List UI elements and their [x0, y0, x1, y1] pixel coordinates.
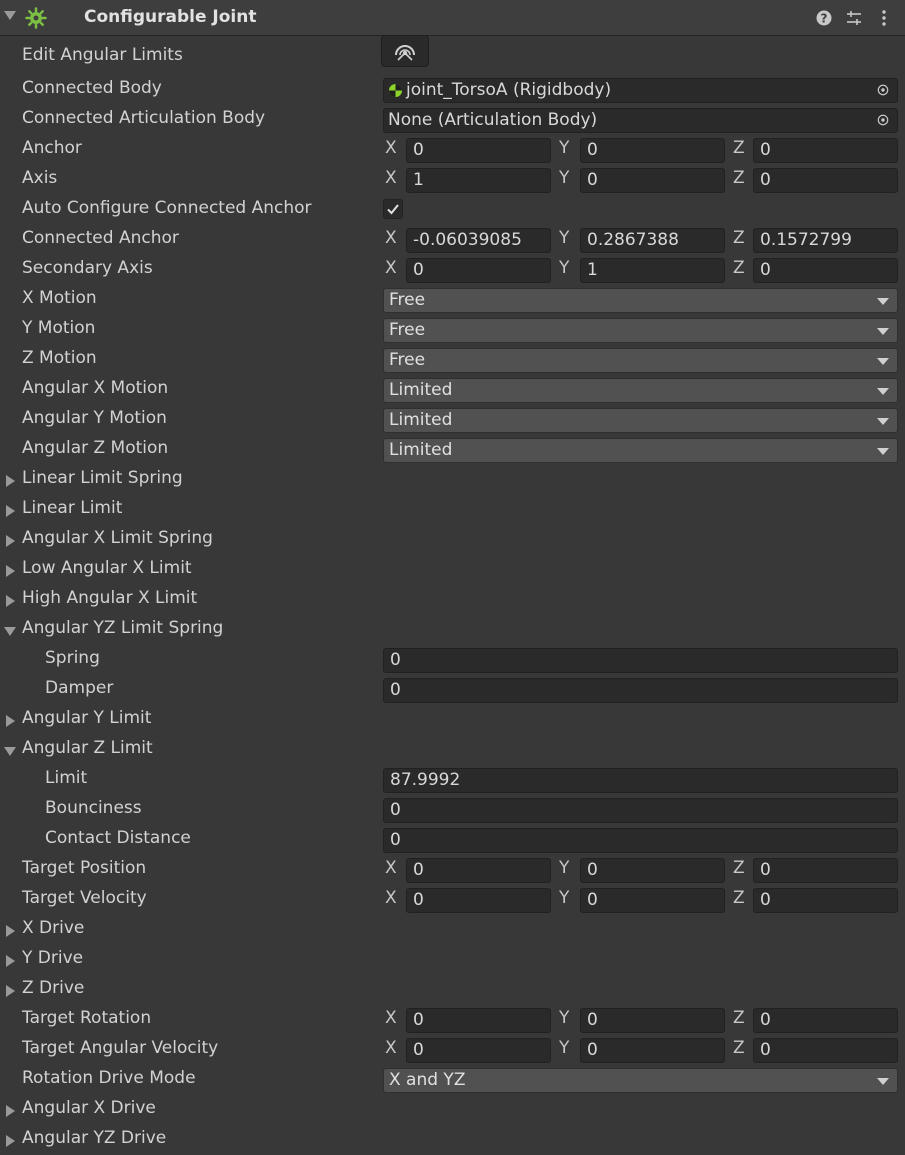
angular-x-motion-label: Angular X Motion	[22, 378, 169, 398]
foldout-collapsed-icon[interactable]	[6, 595, 15, 607]
angular-z-motion-dropdown[interactable]	[383, 438, 898, 463]
object-picker-icon[interactable]	[877, 114, 889, 126]
x-axis-label[interactable]: X	[385, 1008, 397, 1028]
z-axis-label[interactable]: Z	[733, 228, 745, 248]
anchor-z-field[interactable]: 0	[753, 138, 898, 163]
z-axis-label[interactable]: Z	[733, 138, 745, 158]
low-angular-x-limit-foldout[interactable]	[0, 555, 905, 585]
y-axis-label[interactable]: Y	[559, 138, 570, 158]
angular-y-limit-label[interactable]: Angular Y Limit	[22, 708, 152, 728]
z-axis-label[interactable]: Z	[733, 858, 745, 878]
y-axis-label[interactable]: Y	[559, 258, 570, 278]
angular-y-motion-value: Limited	[389, 410, 453, 430]
angular-x-motion-dropdown[interactable]	[383, 378, 898, 403]
y-axis-label[interactable]: Y	[559, 858, 570, 878]
z-axis-label[interactable]: Z	[733, 168, 745, 188]
target-velocity-label: Target Velocity	[22, 888, 147, 908]
spring-label[interactable]: Spring	[45, 648, 100, 668]
foldout-expanded-icon[interactable]	[4, 747, 16, 756]
anchor-label: Anchor	[22, 138, 82, 158]
foldout-collapsed-icon[interactable]	[6, 1105, 15, 1117]
edit-angular-limits-icon	[393, 40, 417, 62]
connected-articulation-body-label: Connected Articulation Body	[22, 108, 266, 128]
help-icon[interactable]	[815, 9, 833, 27]
presets-icon[interactable]	[845, 9, 863, 27]
limit-row	[0, 765, 905, 795]
connected-anchor-y-field[interactable]: 0.2867388	[580, 228, 725, 253]
component-header[interactable]	[0, 0, 905, 36]
contact-distance-row	[0, 825, 905, 855]
z-axis-label[interactable]: Z	[733, 1008, 745, 1028]
target-angular-velocity-label: Target Angular Velocity	[22, 1038, 219, 1058]
damper-label[interactable]: Damper	[45, 678, 114, 698]
target-rotation-y-field[interactable]: 0	[580, 1008, 725, 1033]
linear-limit-spring-label[interactable]: Linear Limit Spring	[22, 468, 183, 488]
target-position-x-field[interactable]: 0	[406, 858, 551, 883]
axis-row	[0, 165, 905, 195]
high-angular-x-limit-foldout[interactable]	[0, 585, 905, 615]
damper-row	[0, 675, 905, 705]
svg-text:?: ?	[820, 11, 828, 26]
rotation-drive-mode-dropdown[interactable]	[383, 1068, 898, 1093]
target-angular-velocity-z-field[interactable]: 0	[753, 1038, 898, 1063]
component-title: Configurable Joint	[84, 7, 257, 27]
foldout-collapsed-icon[interactable]	[6, 715, 15, 727]
angular-x-motion-value: Limited	[389, 380, 453, 400]
y-axis-label[interactable]: Y	[559, 168, 570, 188]
y-axis-label[interactable]: Y	[559, 888, 570, 908]
y-motion-dropdown[interactable]	[383, 318, 898, 343]
target-position-row	[0, 855, 905, 885]
checkmark-icon	[386, 202, 400, 216]
object-picker-icon[interactable]	[877, 84, 889, 96]
z-motion-dropdown[interactable]	[383, 348, 898, 373]
secondary-axis-row	[0, 255, 905, 285]
angular-x-limit-spring-foldout[interactable]	[0, 525, 905, 555]
spring-row	[0, 645, 905, 675]
secondary-axis-x-field[interactable]: 0	[406, 258, 551, 283]
anchor-y-field[interactable]: 0	[580, 138, 725, 163]
kebab-menu-icon[interactable]	[875, 9, 893, 27]
z-axis-label[interactable]: Z	[733, 888, 745, 908]
connected-body-field[interactable]	[383, 78, 898, 103]
dropdown-caret-icon	[877, 448, 889, 455]
y-axis-label[interactable]: Y	[559, 1038, 570, 1058]
target-rotation-row	[0, 1005, 905, 1035]
angular-x-drive-foldout[interactable]	[0, 1095, 905, 1125]
linear-limit-foldout[interactable]	[0, 495, 905, 525]
angular-y-motion-label: Angular Y Motion	[22, 408, 167, 428]
dropdown-caret-icon	[877, 298, 889, 305]
damper-field[interactable]: 0	[383, 678, 898, 703]
foldout-expanded-icon[interactable]	[4, 627, 16, 636]
rotation-drive-mode-row	[0, 1065, 905, 1095]
secondary-axis-y-field[interactable]: 1	[580, 258, 725, 283]
auto-configure-checkbox[interactable]	[383, 199, 403, 219]
x-axis-label[interactable]: X	[385, 888, 397, 908]
linear-limit-spring-foldout[interactable]	[0, 465, 905, 495]
target-rotation-z-field[interactable]: 0	[753, 1008, 898, 1033]
x-axis-label[interactable]: X	[385, 168, 397, 188]
y-axis-label[interactable]: Y	[559, 1008, 570, 1028]
target-velocity-z-field[interactable]: 0	[753, 888, 898, 913]
secondary-axis-z-field[interactable]: 0	[753, 258, 898, 283]
foldout-collapsed-icon[interactable]	[6, 925, 15, 937]
limit-label[interactable]: Limit	[45, 768, 88, 788]
angular-yz-drive-label[interactable]: Angular YZ Drive	[22, 1128, 167, 1148]
target-rotation-label: Target Rotation	[22, 1008, 152, 1028]
angular-z-limit-label[interactable]: Angular Z Limit	[22, 738, 153, 758]
target-angular-velocity-row	[0, 1035, 905, 1065]
angular-yz-drive-foldout[interactable]	[0, 1125, 905, 1155]
axis-label: Axis	[22, 168, 58, 188]
axis-y-field[interactable]: 0	[580, 168, 725, 193]
auto-configure-row	[0, 195, 905, 225]
bounciness-row	[0, 795, 905, 825]
connected-anchor-z-field[interactable]: 0.1572799	[753, 228, 898, 253]
limit-field[interactable]: 87.9992	[383, 768, 898, 793]
angular-x-drive-label[interactable]: Angular X Drive	[22, 1098, 156, 1118]
rotation-drive-mode-value: X and YZ	[389, 1070, 466, 1090]
foldout-collapsed-icon[interactable]	[6, 535, 15, 547]
axis-z-field[interactable]: 0	[753, 168, 898, 193]
angular-z-limit-foldout[interactable]	[0, 735, 905, 765]
z-motion-row	[0, 345, 905, 375]
bounciness-label[interactable]: Bounciness	[45, 798, 142, 818]
linear-limit-label[interactable]: Linear Limit	[22, 498, 123, 518]
angular-y-motion-dropdown[interactable]	[383, 408, 898, 433]
connected-anchor-x-field[interactable]: -0.06039085	[406, 228, 551, 253]
foldout-collapsed-icon[interactable]	[6, 505, 15, 517]
foldout-collapsed-icon[interactable]	[6, 1135, 15, 1147]
angular-yz-limit-spring-foldout[interactable]	[0, 615, 905, 645]
x-axis-label[interactable]: X	[385, 258, 397, 278]
y-drive-foldout[interactable]	[0, 945, 905, 975]
rigidbody-icon	[388, 83, 403, 98]
target-velocity-y-field[interactable]: 0	[580, 888, 725, 913]
connected-articulation-body-row	[0, 105, 905, 135]
y-drive-label[interactable]: Y Drive	[22, 948, 84, 968]
connected-body-row	[0, 75, 905, 105]
z-motion-value: Free	[389, 350, 426, 370]
x-drive-foldout[interactable]	[0, 915, 905, 945]
angular-yz-limit-spring-label[interactable]: Angular YZ Limit Spring	[22, 618, 224, 638]
anchor-row	[0, 135, 905, 165]
connected-articulation-body-field[interactable]	[383, 108, 898, 133]
angular-y-limit-foldout[interactable]	[0, 705, 905, 735]
high-angular-x-limit-label[interactable]: High Angular X Limit	[22, 588, 198, 608]
spring-field[interactable]: 0	[383, 648, 898, 673]
target-angular-velocity-y-field[interactable]: 0	[580, 1038, 725, 1063]
z-motion-label: Z Motion	[22, 348, 97, 368]
dropdown-caret-icon	[877, 358, 889, 365]
edit-angular-limits-button[interactable]	[381, 35, 429, 67]
angular-z-motion-row	[0, 435, 905, 465]
low-angular-x-limit-label[interactable]: Low Angular X Limit	[22, 558, 192, 578]
y-motion-row	[0, 315, 905, 345]
target-position-label: Target Position	[22, 858, 147, 878]
z-axis-label[interactable]: Z	[733, 258, 745, 278]
edit-angular-limits-row	[0, 42, 905, 72]
angular-z-motion-label: Angular Z Motion	[22, 438, 169, 458]
contact-distance-label[interactable]: Contact Distance	[45, 828, 191, 848]
z-drive-label[interactable]: Z Drive	[22, 978, 85, 998]
x-motion-row	[0, 285, 905, 315]
contact-distance-field[interactable]: 0	[383, 828, 898, 853]
dropdown-caret-icon	[877, 388, 889, 395]
x-motion-dropdown[interactable]	[383, 288, 898, 313]
connected-anchor-label: Connected Anchor	[22, 228, 179, 248]
foldout-collapsed-icon[interactable]	[6, 475, 15, 487]
target-velocity-row	[0, 885, 905, 915]
target-position-z-field[interactable]: 0	[753, 858, 898, 883]
x-motion-value: Free	[389, 290, 426, 310]
foldout-collapsed-icon[interactable]	[6, 565, 15, 577]
connected-articulation-body-value: None (Articulation Body)	[388, 110, 598, 130]
z-drive-foldout[interactable]	[0, 975, 905, 1005]
configurable-joint-icon	[25, 7, 47, 29]
y-axis-label[interactable]: Y	[559, 228, 570, 248]
bounciness-field[interactable]: 0	[383, 798, 898, 823]
x-motion-label: X Motion	[22, 288, 97, 308]
foldout-arrow-icon[interactable]	[4, 11, 16, 20]
target-rotation-x-field[interactable]: 0	[406, 1008, 551, 1033]
foldout-collapsed-icon[interactable]	[6, 985, 15, 997]
y-motion-label: Y Motion	[22, 318, 96, 338]
axis-x-field[interactable]: 1	[406, 168, 551, 193]
connected-body-value: joint_TorsoA (Rigidbody)	[406, 80, 612, 100]
target-position-y-field[interactable]: 0	[580, 858, 725, 883]
x-axis-label[interactable]: X	[385, 1038, 397, 1058]
foldout-collapsed-icon[interactable]	[6, 955, 15, 967]
connected-anchor-row	[0, 225, 905, 255]
angular-y-motion-row	[0, 405, 905, 435]
target-velocity-x-field[interactable]: 0	[406, 888, 551, 913]
dropdown-caret-icon	[877, 328, 889, 335]
rotation-drive-mode-label: Rotation Drive Mode	[22, 1068, 196, 1088]
connected-body-label: Connected Body	[22, 78, 162, 98]
angular-x-limit-spring-label[interactable]: Angular X Limit Spring	[22, 528, 213, 548]
angular-z-motion-value: Limited	[389, 440, 453, 460]
x-axis-label[interactable]: X	[385, 138, 397, 158]
anchor-x-field[interactable]: 0	[406, 138, 551, 163]
y-motion-value: Free	[389, 320, 426, 340]
target-angular-velocity-x-field[interactable]: 0	[406, 1038, 551, 1063]
dropdown-caret-icon	[877, 418, 889, 425]
angular-x-motion-row	[0, 375, 905, 405]
secondary-axis-label: Secondary Axis	[22, 258, 153, 278]
x-axis-label[interactable]: X	[385, 228, 397, 248]
auto-configure-label: Auto Configure Connected Anchor	[22, 198, 312, 218]
z-axis-label[interactable]: Z	[733, 1038, 745, 1058]
x-drive-label[interactable]: X Drive	[22, 918, 85, 938]
dropdown-caret-icon	[877, 1078, 889, 1085]
edit-angular-limits-label: Edit Angular Limits	[22, 45, 183, 65]
x-axis-label[interactable]: X	[385, 858, 397, 878]
